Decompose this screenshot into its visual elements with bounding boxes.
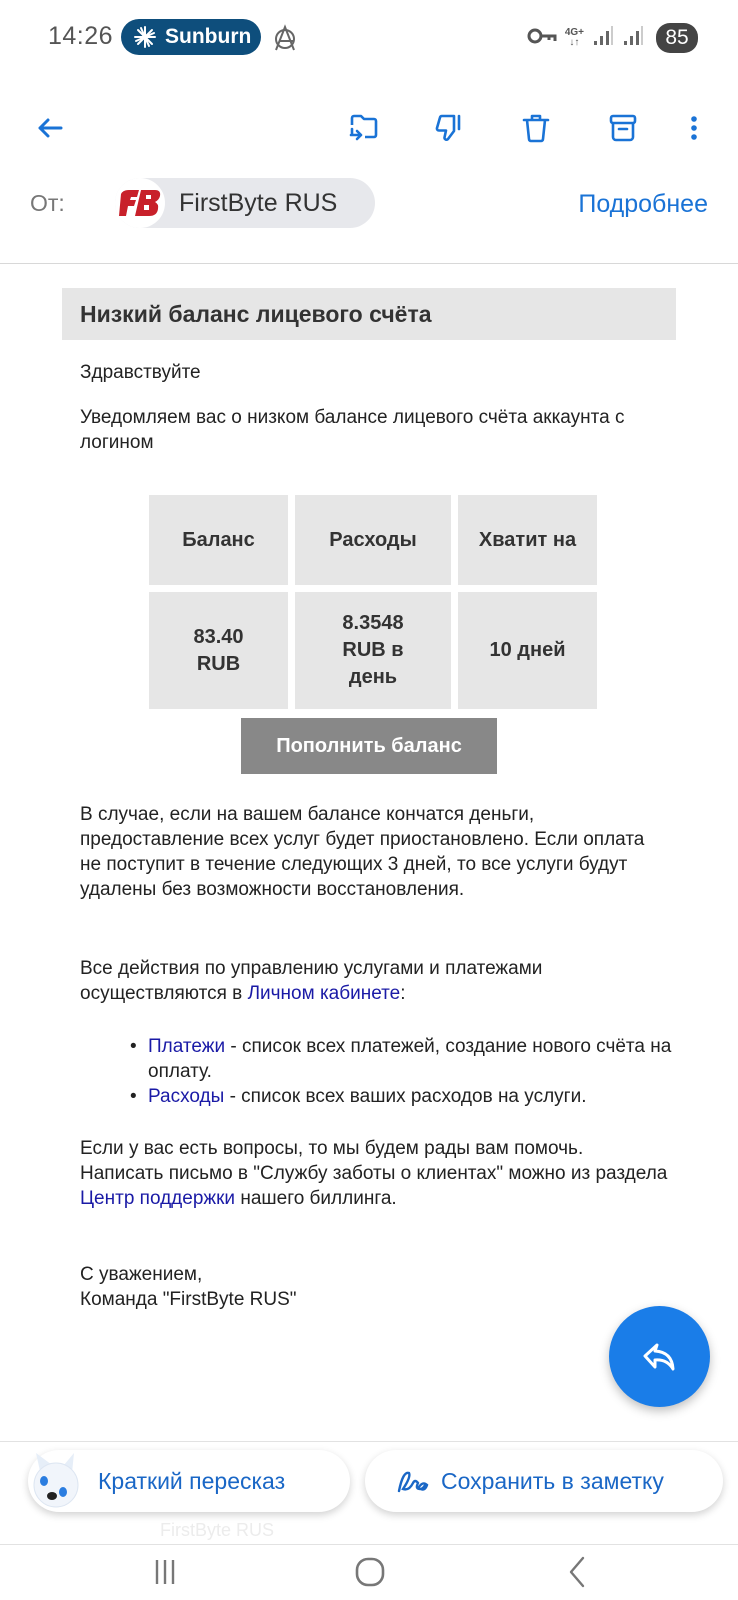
battery-indicator: 85 xyxy=(656,23,698,53)
from-label: От: xyxy=(30,190,65,216)
personal-account-link[interactable]: Личном кабинете xyxy=(247,983,401,1004)
summary-button[interactable] xyxy=(28,1450,350,1512)
table-row xyxy=(149,592,597,709)
email-body xyxy=(62,288,676,1310)
anarchy-icon xyxy=(272,24,298,52)
days-left-value: 10 дней xyxy=(458,592,597,709)
summary-label: Краткий пересказ xyxy=(98,1467,286,1494)
status-bar xyxy=(0,0,738,76)
signoff-text: С уважением, Команда "FirstByte RUS" xyxy=(80,1264,297,1310)
ai-action-bar xyxy=(0,1441,738,1545)
status-time: 14:26 xyxy=(48,22,114,50)
topup-balance-button[interactable]: Пополнить баланс xyxy=(241,718,497,774)
sunburst-icon xyxy=(133,25,157,49)
links-list xyxy=(132,1034,672,1109)
back-button[interactable] xyxy=(28,106,72,150)
recents-icon xyxy=(147,1554,183,1590)
archive-box-icon xyxy=(606,111,640,145)
header-divider xyxy=(0,263,738,264)
expenses-link[interactable]: Расходы xyxy=(148,1086,225,1107)
header-enough-for: Хватит на xyxy=(458,495,597,585)
warning-text: В случае, если на вашем балансе кончатся деньги, предоставление всех услуг будет приостановлено. Если оплата не поступит в течение следующих 3 дней, то все услуги будут удалены без возможности восстановления. xyxy=(80,804,645,900)
header-expenses: Расходы xyxy=(295,495,451,585)
system-nav-bar xyxy=(0,1546,738,1600)
support-center-link[interactable]: Центр поддержки xyxy=(80,1188,236,1209)
ghost-text: FirstByte RUS xyxy=(160,1520,275,1540)
balance-table xyxy=(142,488,604,716)
thumbs-down-icon xyxy=(432,111,466,145)
greeting-text: Здравствуйте xyxy=(80,362,201,383)
mark-spam-button[interactable] xyxy=(427,106,471,150)
save-note-label: Сохранить в заметку xyxy=(441,1467,664,1494)
intro-text: Уведомляем вас о низком балансе лицевого счёта аккаунта с логином xyxy=(80,407,625,453)
firstbyte-logo-icon xyxy=(117,188,163,218)
weather-pill[interactable] xyxy=(121,19,261,55)
list-item: • Платежи - список всех платежей, создание нового счёта на оплату. xyxy=(132,1034,672,1084)
sender-avatar xyxy=(115,178,165,228)
reply-arrow-icon xyxy=(640,1337,680,1377)
signal-icon-1 xyxy=(592,26,614,51)
move-to-folder-button[interactable] xyxy=(342,106,386,150)
arrow-left-icon xyxy=(33,111,67,145)
payments-link[interactable]: Платежи xyxy=(148,1036,226,1057)
help-text: Если у вас есть вопросы, то мы будем рады вам помочь. Написать письмо в "Службу заботы о клиентах" можно из раздела Центр поддержки нашего биллинга. xyxy=(80,1138,668,1209)
reply-fab[interactable] xyxy=(609,1306,710,1407)
email-toolbar xyxy=(0,100,738,156)
expenses-value: 8.3548 RUB в день xyxy=(295,592,451,709)
folder-move-icon xyxy=(347,111,381,145)
trash-icon xyxy=(519,111,553,145)
more-options-button[interactable] xyxy=(672,106,716,150)
vpn-key-icon xyxy=(527,27,557,50)
system-back-button[interactable] xyxy=(548,1552,608,1592)
weather-pill-label: Sunburn xyxy=(165,25,252,48)
home-button[interactable] xyxy=(340,1552,400,1592)
header-balance: Баланс xyxy=(149,495,288,585)
home-icon xyxy=(352,1554,388,1590)
kebab-menu-icon xyxy=(677,111,711,145)
table-header-row xyxy=(149,495,597,585)
sender-name: FirstByte RUS xyxy=(179,188,338,217)
network-type: 4G+ ↓↑ xyxy=(564,27,584,48)
delete-button[interactable] xyxy=(514,106,558,150)
signal-icon-2 xyxy=(622,26,644,51)
list-item: • Расходы - список всех ваших расходов на услуги. xyxy=(132,1084,672,1109)
mascot-icon xyxy=(30,1451,82,1511)
details-link[interactable]: Подробнее xyxy=(578,190,708,218)
chevron-left-icon xyxy=(560,1554,596,1590)
account-actions-text: Все действия по управлению услугами и платежами осуществляются в Личном кабинете: xyxy=(80,958,543,1004)
save-note-button[interactable] xyxy=(365,1450,723,1512)
sender-row xyxy=(0,178,738,230)
sender-chip[interactable] xyxy=(115,178,375,228)
recents-button[interactable] xyxy=(135,1552,195,1592)
handwriting-icon xyxy=(395,1467,431,1495)
email-title: Низкий баланс лицевого счёта xyxy=(62,288,676,340)
balance-value: 83.40 RUB xyxy=(149,592,288,709)
archive-button[interactable] xyxy=(601,106,645,150)
